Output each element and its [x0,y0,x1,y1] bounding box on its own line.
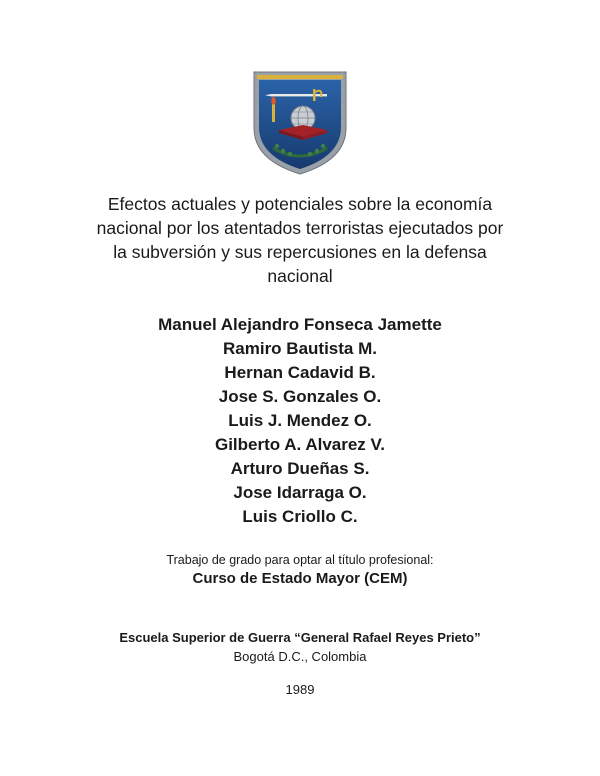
institution-location: Bogotá D.C., Colombia [233,649,367,664]
degree-title: Curso de Estado Mayor (CEM) [192,570,408,587]
author-name: Jose Idarraga O. [233,483,367,502]
document-title [60,192,540,288]
author-name: Jose S. Gonzales O. [218,387,382,406]
author-name: Luis J. Mendez O. [228,411,372,430]
author-name: Gilberto A. Alvarez V. [214,435,386,454]
title-line: la subversión y sus repercusiones en la defensa [113,242,487,262]
title-line: nacional por los atentados terroristas ejecutados por [96,218,504,238]
title-line: Efectos actuales y potenciales sobre la economía [107,194,493,214]
author-name: Ramiro Bautista M. [223,339,377,358]
author-name: Manuel Alejandro Fonseca Jamette [158,315,442,334]
author-list [60,313,540,529]
author-name: Arturo Dueñas S. [230,459,370,478]
coat-of-arms-icon [251,70,349,176]
degree-label: Trabajo de grado para optar al título profesional: [166,553,434,567]
author-name: Hernan Cadavid B. [224,363,376,382]
author-name: Luis Criollo C. [242,507,358,526]
institution-name: Escuela Superior de Guerra “General Rafael Reyes Prieto” [119,630,481,645]
title-line: nacional [267,266,333,286]
publication-year: 1989 [285,682,315,697]
